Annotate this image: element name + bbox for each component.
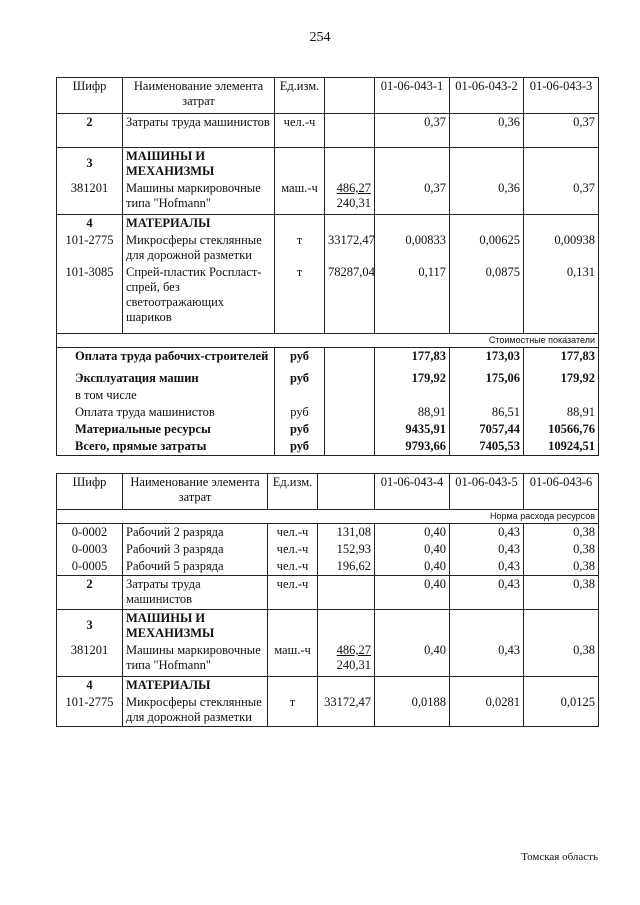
header-price xyxy=(325,78,375,114)
table-row xyxy=(57,558,599,576)
row-code: 381201 xyxy=(57,642,123,676)
row-code: 0-0005 xyxy=(57,558,123,576)
row-name: Рабочий 3 разряда xyxy=(123,541,268,558)
header-col-3: 01-06-043-3 xyxy=(524,78,599,114)
cost-value: 9793,66 xyxy=(375,438,450,456)
row-value: 0,00833 xyxy=(375,232,450,264)
table-row xyxy=(57,694,599,727)
row-value: 0,131 xyxy=(524,264,599,334)
row-value: 0,37 xyxy=(524,180,599,214)
table-row xyxy=(57,264,599,334)
row-code: 101-2775 xyxy=(57,232,123,264)
cost-unit: руб xyxy=(275,365,325,387)
cost-value: 173,03 xyxy=(450,348,524,366)
section-title: МАШИНЫ И МЕХАНИЗМЫ xyxy=(123,610,268,643)
cost-value: 10924,51 xyxy=(524,438,599,456)
row-value: 0,0281 xyxy=(450,694,524,727)
header-row xyxy=(57,78,599,114)
row-price: 196,62 xyxy=(318,558,375,576)
section-row-materials xyxy=(57,214,599,232)
row-code: 0-0003 xyxy=(57,541,123,558)
row-price xyxy=(318,642,375,676)
row-price: 33172,47 xyxy=(318,694,375,727)
row-unit: чел.-ч xyxy=(268,524,318,542)
row-code: 101-2775 xyxy=(57,694,123,727)
cost-value: 7405,53 xyxy=(450,438,524,456)
table-row xyxy=(57,114,599,148)
cost-value: 88,91 xyxy=(375,404,450,421)
row-unit: т xyxy=(275,264,325,334)
cost-row-total xyxy=(57,438,599,456)
row-name: Микросферы стеклянные для дорожной разметки xyxy=(123,232,275,264)
including-label: в том числе xyxy=(57,387,275,404)
row-value: 0,38 xyxy=(524,642,599,676)
cost-value: 7057,44 xyxy=(450,421,524,438)
section-row-materials xyxy=(57,676,599,694)
table-row xyxy=(57,642,599,676)
row-unit: чел.-ч xyxy=(268,558,318,576)
cost-value: 10566,76 xyxy=(524,421,599,438)
row-value: 0,43 xyxy=(450,642,524,676)
header-col-5: 01-06-043-5 xyxy=(450,474,524,510)
row-code: 381201 xyxy=(57,180,123,214)
row-name: Затраты труда машинистов xyxy=(123,114,275,148)
row-value: 0,40 xyxy=(375,524,450,542)
price-sub: 240,31 xyxy=(336,196,371,210)
row-price: 33172,47 xyxy=(325,232,375,264)
row-code: 4 xyxy=(57,676,123,694)
row-value: 0,37 xyxy=(375,180,450,214)
row-name: Рабочий 2 разряда xyxy=(123,524,268,542)
row-value: 0,43 xyxy=(450,541,524,558)
row-value: 0,43 xyxy=(450,576,524,610)
row-code: 3 xyxy=(57,148,123,181)
cost-value: 177,83 xyxy=(524,348,599,366)
row-value: 0,0188 xyxy=(375,694,450,727)
cost-unit: руб xyxy=(275,348,325,366)
header-unit: Ед.изм. xyxy=(268,474,318,510)
row-value: 0,40 xyxy=(375,558,450,576)
row-unit: чел.-ч xyxy=(275,114,325,148)
section-title: МАТЕРИАЛЫ xyxy=(123,676,268,694)
row-code: 101-3085 xyxy=(57,264,123,334)
header-row xyxy=(57,474,599,510)
price-sub: 240,31 xyxy=(336,658,371,672)
norm-label-row xyxy=(57,510,599,524)
region-footer: Томская область xyxy=(521,851,598,863)
row-value: 0,37 xyxy=(375,114,450,148)
header-col-4: 01-06-043-4 xyxy=(375,474,450,510)
row-unit: т xyxy=(268,694,318,727)
cost-row-exploitation xyxy=(57,365,599,387)
row-value: 0,00938 xyxy=(524,232,599,264)
row-value: 0,43 xyxy=(450,558,524,576)
header-unit: Ед.изм. xyxy=(275,78,325,114)
resource-table-2 xyxy=(56,473,599,727)
row-value: 0,36 xyxy=(450,180,524,214)
row-code: 3 xyxy=(57,610,123,643)
row-value: 0,38 xyxy=(524,558,599,576)
cost-name: Эксплуатация машин xyxy=(57,365,275,387)
cost-value: 88,91 xyxy=(524,404,599,421)
cost-label-row xyxy=(57,334,599,348)
cost-unit: руб xyxy=(275,421,325,438)
row-unit: чел.-ч xyxy=(268,576,318,610)
cost-indicators-label: Стоимостные показатели xyxy=(57,334,599,348)
cost-name: Оплата труда машинистов xyxy=(57,404,275,421)
row-value: 0,38 xyxy=(524,524,599,542)
row-value: 0,37 xyxy=(524,114,599,148)
row-value: 0,43 xyxy=(450,524,524,542)
cost-value: 179,92 xyxy=(524,365,599,387)
row-price: 78287,04 xyxy=(325,264,375,334)
header-code: Шифр xyxy=(57,474,123,510)
cost-value: 177,83 xyxy=(375,348,450,366)
table-row xyxy=(57,180,599,214)
row-unit: маш.-ч xyxy=(275,180,325,214)
cost-row-wages xyxy=(57,348,599,366)
cost-name: Всего, прямые затраты xyxy=(57,438,275,456)
row-value: 0,117 xyxy=(375,264,450,334)
row-unit: маш.-ч xyxy=(268,642,318,676)
row-code: 2 xyxy=(57,576,123,610)
row-name: Спрей-пластик Роспласт-спрей, без светоотражающих шариков xyxy=(123,264,275,334)
table-row xyxy=(57,576,599,610)
row-value: 0,40 xyxy=(375,541,450,558)
row-value: 0,0875 xyxy=(450,264,524,334)
header-col-2: 01-06-043-2 xyxy=(450,78,524,114)
cost-name: Оплата труда рабочих-строителей xyxy=(57,348,275,366)
row-name: Микросферы стеклянные для дорожной разметки xyxy=(123,694,268,727)
row-value: 0,0125 xyxy=(524,694,599,727)
row-name: Рабочий 5 разряда xyxy=(123,558,268,576)
cost-unit: руб xyxy=(275,438,325,456)
header-name: Наименование элемента затрат xyxy=(123,474,268,510)
row-name: Машины маркировочные типа "Hofmann" xyxy=(123,180,275,214)
row-price xyxy=(318,576,375,610)
header-col-1: 01-06-043-1 xyxy=(375,78,450,114)
row-price xyxy=(325,114,375,148)
header-name: Наименование элемента затрат xyxy=(123,78,275,114)
row-name: Затраты труда машинистов xyxy=(123,576,268,610)
resource-table-1 xyxy=(56,77,599,456)
cost-value: 86,51 xyxy=(450,404,524,421)
price-main: 486,27 xyxy=(336,643,371,657)
cost-value: 179,92 xyxy=(375,365,450,387)
cost-row-machinist-wages xyxy=(57,404,599,421)
row-value: 0,00625 xyxy=(450,232,524,264)
cost-value: 175,06 xyxy=(450,365,524,387)
header-code: Шифр xyxy=(57,78,123,114)
section-row-machines xyxy=(57,148,599,181)
row-price: 131,08 xyxy=(318,524,375,542)
row-value: 0,40 xyxy=(375,576,450,610)
resource-norm-label: Норма расхода ресурсов xyxy=(57,510,599,524)
table-row xyxy=(57,541,599,558)
row-value: 0,36 xyxy=(450,114,524,148)
cost-row-materials xyxy=(57,421,599,438)
row-value: 0,38 xyxy=(524,576,599,610)
cost-value: 9435,91 xyxy=(375,421,450,438)
page-number: 254 xyxy=(309,30,331,45)
cost-unit: руб xyxy=(275,404,325,421)
row-code: 2 xyxy=(57,114,123,148)
row-price xyxy=(325,180,375,214)
row-value: 0,38 xyxy=(524,541,599,558)
row-unit: т xyxy=(275,232,325,264)
row-code: 0-0002 xyxy=(57,524,123,542)
table-row xyxy=(57,524,599,542)
table-row xyxy=(57,232,599,264)
header-col-6: 01-06-043-6 xyxy=(524,474,599,510)
row-code: 4 xyxy=(57,214,123,232)
cost-name: Материальные ресурсы xyxy=(57,421,275,438)
section-row-machines xyxy=(57,610,599,643)
section-title: МАТЕРИАЛЫ xyxy=(123,214,275,232)
header-price xyxy=(318,474,375,510)
price-main: 486,27 xyxy=(336,181,371,195)
row-value: 0,40 xyxy=(375,642,450,676)
row-unit: чел.-ч xyxy=(268,541,318,558)
cost-row-including xyxy=(57,387,599,404)
row-price: 152,93 xyxy=(318,541,375,558)
section-title: МАШИНЫ И МЕХАНИЗМЫ xyxy=(123,148,275,181)
row-name: Машины маркировочные типа "Hofmann" xyxy=(123,642,268,676)
